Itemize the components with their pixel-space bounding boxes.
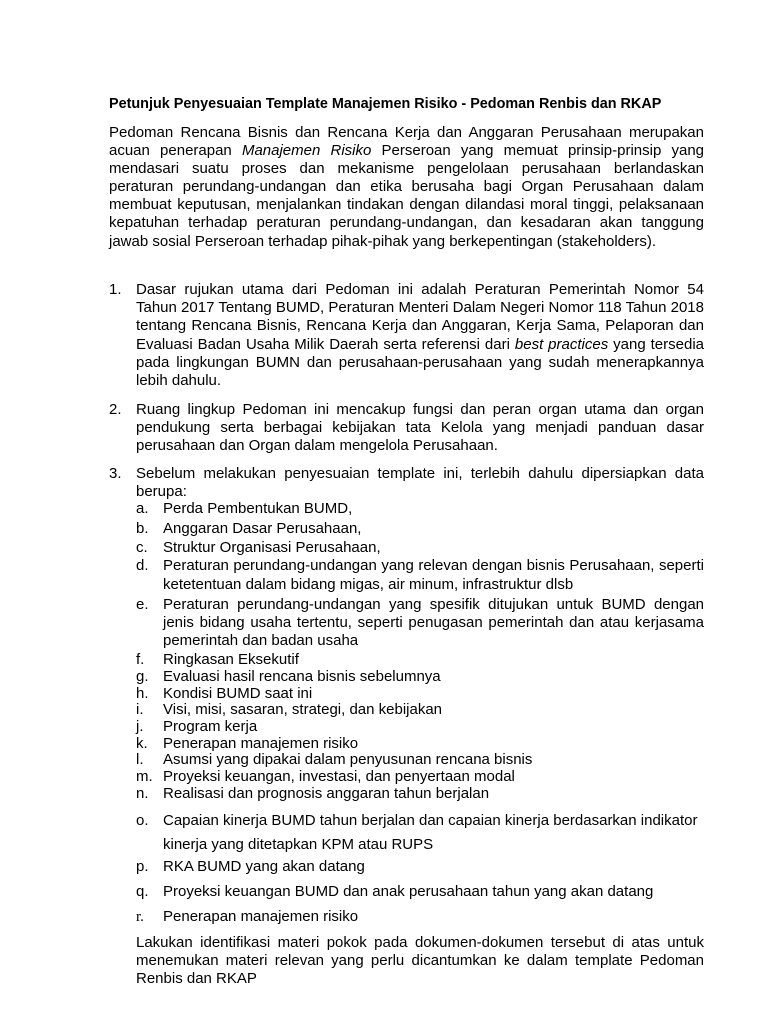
sub-item-text: Visi, misi, sasaran, strategi, dan kebijakan [163, 701, 443, 718]
sub-item-text: Penerapan manajemen risiko [163, 735, 359, 752]
sub-item-text: Proyeksi keuangan, investasi, dan penyertaan modal [163, 768, 515, 785]
sub-item-text: Evaluasi hasil rencana bisnis sebelumnya [163, 668, 441, 685]
list-number: 1. [109, 281, 122, 298]
sub-item-letter: g. [136, 668, 149, 685]
document-title: Petunjuk Penyesuaian Template Manajemen Risiko - Pedoman Renbis dan RKAP [109, 96, 662, 112]
sub-item-b [136, 520, 704, 538]
list-text: Ruang lingkup Pedoman ini mencakup fungsi dan peran organ utama dan organ pendukung serta berbagai kebijakan tata Kelola yang menjadi panduan dasar perusahaan dan Organ dalam mengelola Perusahaan. [136, 401, 704, 455]
sub-item-text: Anggaran Dasar Perusahaan, [163, 520, 362, 537]
list-text: Sebelum melakukan penyesuaian template ini, terlebih dahulu dipersiapkan data berupa: [136, 465, 704, 501]
list-text-end: yang tersedia pada lingkungan BUMN dan perusahaan-perusahaan yang sudah menerapkannya lebih dahulu. [136, 335, 704, 390]
sub-item-letter: e. [136, 596, 149, 613]
intro-text-start: Pedoman Rencana Bisnis dan Rencana Kerja dan Anggaran Perusahaan merupakan acuan penerapan [109, 124, 704, 160]
sub-item-letter: a. [136, 500, 149, 517]
sub-item-text: Kondisi BUMD saat ini [163, 685, 313, 702]
list-number: 3. [109, 465, 122, 482]
sub-item-letter: p. [136, 858, 149, 875]
list-number: 2. [109, 401, 122, 418]
sub-item-text: Realisasi dan prognosis anggaran tahun berjalan [163, 785, 490, 802]
sub-item-text: Peraturan perundang-undangan yang relevan dengan bisnis Perusahaan, seperti ketetentuan dalam bidang migas, air minum, infrastruktur dlsb [163, 557, 704, 593]
list-item-3 [109, 465, 704, 501]
list-text-start: Dasar rujukan utama dari Pedoman ini adalah Peraturan Pemerintah Nomor 54 Tahun 2017 Tentang BUMD, Peraturan Menteri Dalam Negeri Nomor 118 Tahun 2018 tentang Rencana Bisnis, Rencana Kerja dan Anggaran, Kerja Sama, Pelaporan dan Evaluasi Badan Usaha Milik Daerah serta referensi dari [136, 281, 704, 353]
sub-item-o [136, 809, 704, 857]
sub-item-letter: k. [136, 735, 148, 752]
closing-paragraph: Lakukan identifikasi materi pokok pada dokumen-dokumen tersebut di atas untuk menemukan materi relevan yang perlu dicantumkan ke dalam template Pedoman Renbis dan RKAP [136, 934, 704, 988]
sub-item-letter: h. [136, 685, 149, 702]
sub-item-letter: b. [136, 520, 149, 537]
sub-item-letter: i. [136, 701, 144, 718]
sub-item-text: Capaian kinerja BUMD tahun berjalan dan capaian kinerja berdasarkan indikator kinerja yang ditetapkan KPM atau RUPS [163, 812, 698, 853]
intro-text-end: Perseroan yang memuat prinsip-prinsip yang mendasari suatu proses dan mekanisme pengelolaan perusahaan berlandaskan peraturan perundang-undangan dan etika berusaha bagi Organ Perusahaan dalam membuat keputusan, menjalankan tindakan dengan dilandasi moral tinggi, pelaksanaan kepatuhan terhadap peraturan perundang-undangan, dan kesadaran akan tanggung jawab sosial Perseroan terhadap pihak-pihak yang berkepentingan (stakeholders). [109, 142, 705, 250]
list-item-2 [109, 401, 704, 456]
sub-item-h [136, 685, 704, 702]
sub-item-f [136, 651, 704, 668]
sub-item-k [136, 735, 704, 752]
sub-item-g [136, 668, 704, 685]
sub-item-p [136, 858, 704, 876]
sub-item-letter: m. [136, 768, 153, 785]
sub-item-m [136, 768, 704, 785]
sub-item-text: Struktur Organisasi Perusahaan, [163, 539, 381, 556]
sub-item-text: Penerapan manajemen risiko [163, 908, 359, 925]
sub-item-letter: o. [136, 812, 149, 829]
sub-item-q [136, 883, 704, 901]
sub-item-i [136, 701, 704, 718]
list-item-1 [109, 281, 704, 390]
list-text-emphasis: best practices [514, 335, 609, 353]
sub-item-letter: l. [136, 751, 144, 768]
sub-item-letter: f. [136, 651, 145, 668]
sub-item-e [136, 596, 704, 651]
sub-item-d [136, 557, 704, 594]
sub-item-text: Asumsi yang dipakai dalam penyusunan rencana bisnis [163, 751, 533, 768]
sub-item-text: Proyeksi keuangan BUMD dan anak perusahaan tahun yang akan datang [163, 883, 654, 900]
sub-item-letter: d. [136, 557, 149, 574]
sub-item-text: Program kerja [163, 718, 258, 735]
sub-item-text: RKA BUMD yang akan datang [163, 858, 365, 875]
sub-item-l [136, 751, 704, 768]
sub-item-n [136, 785, 704, 802]
list-text [136, 281, 704, 390]
sub-item-r [136, 908, 704, 926]
sub-item-letter: j. [136, 718, 144, 735]
sub-item-c [136, 539, 704, 557]
sub-item-a [136, 500, 704, 518]
sub-item-letter: n. [136, 785, 149, 802]
sub-item-letter: r. [136, 909, 144, 925]
sub-item-text: Ringkasan Eksekutif [163, 651, 299, 668]
intro-paragraph [109, 124, 704, 251]
sub-item-text: Peraturan perundang-undangan yang spesifik ditujukan untuk BUMD dengan jenis bidang usaha tertentu, seperti penugasan pemerintah dan atau kerjasama pemerintah dan badan usaha [163, 596, 704, 650]
intro-emphasis: Manajemen Risiko [241, 142, 372, 160]
sub-item-letter: c. [136, 539, 148, 556]
sub-item-letter: q. [136, 883, 149, 900]
sub-item-text: Perda Pembentukan BUMD, [163, 500, 353, 517]
sub-item-j [136, 718, 704, 735]
